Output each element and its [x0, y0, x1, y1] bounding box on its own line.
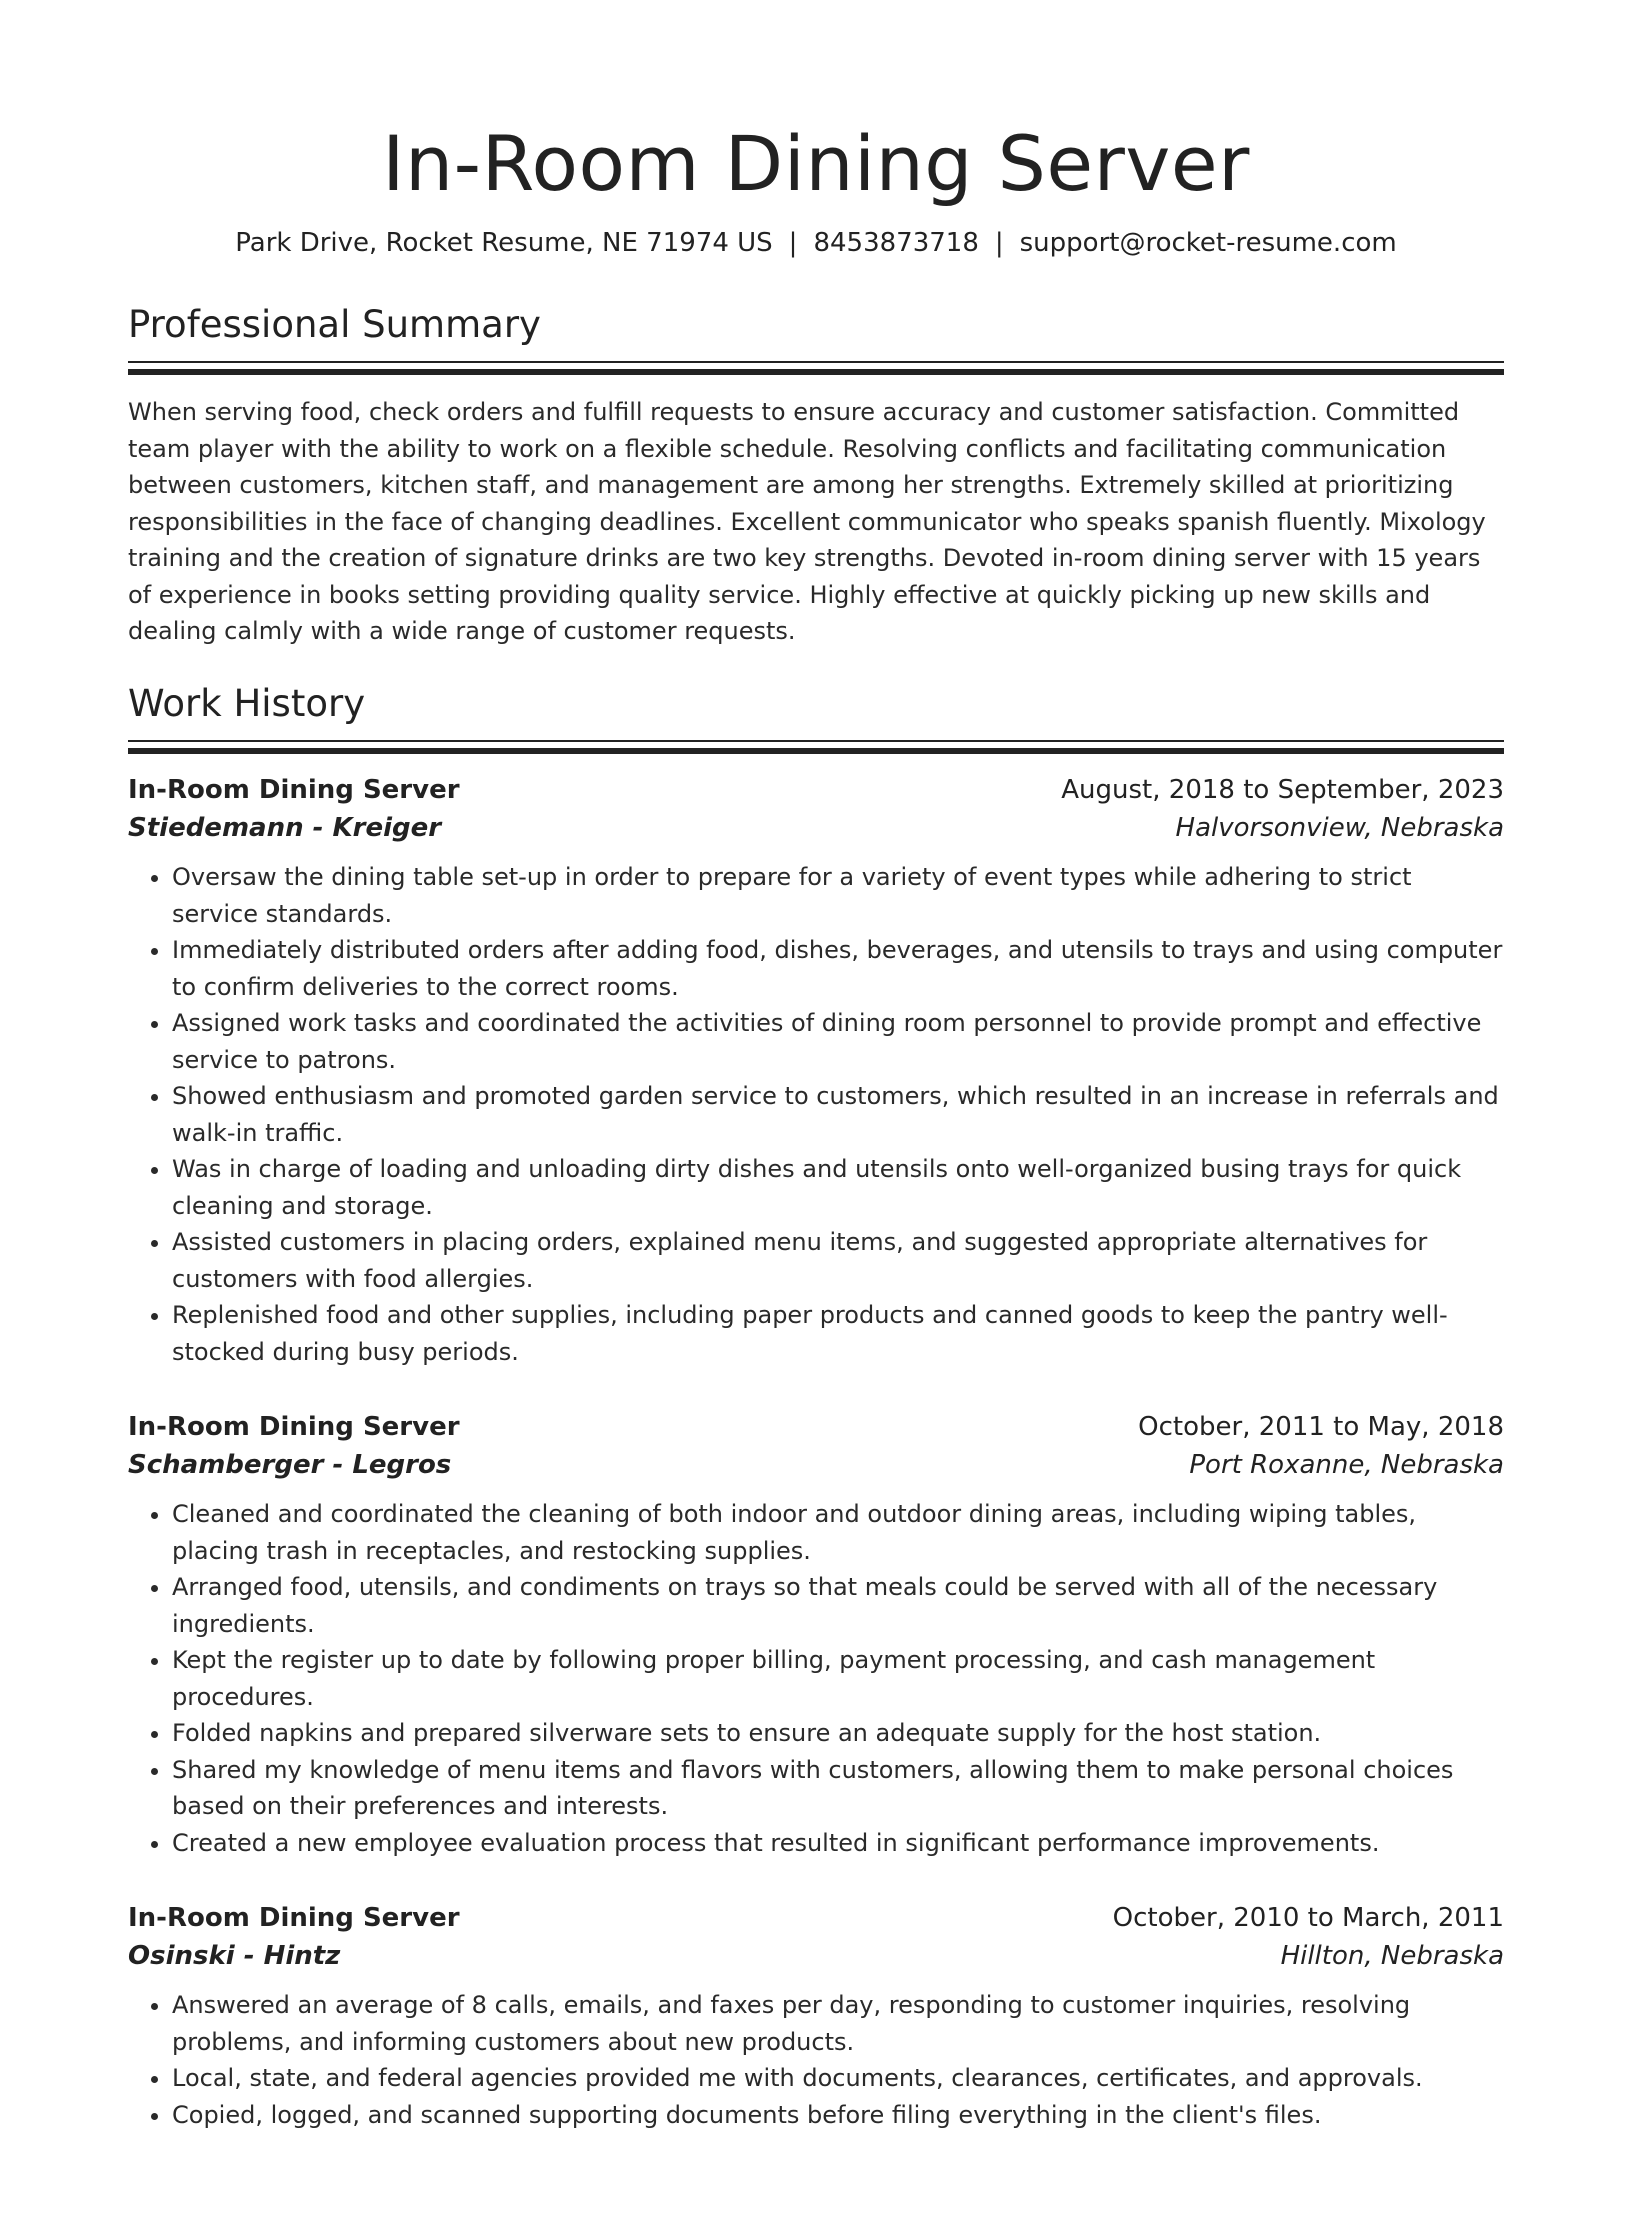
job-bullet: • Copied, logged, and scanned supporting documents before filing everything in the client's files. — [172, 2097, 1504, 2134]
job-title: In-Room Dining Server — [128, 1903, 460, 1934]
summary-text: When serving food, check orders and fulfill requests to ensure accuracy and customer satisfaction. Committed team player with the ability to work on a flexible schedule. Resolving conflicts and facilitating communication between customers, kitchen staff, and management are among her strengths. Extremely skilled at prioritizing responsibilities in the face of changing deadlines. Excellent communicator who speaks spanish fluently. Mixology training and the creation of signature drinks are two key strengths. Devoted in-room dining server with 15 years of experience in books setting providing quality service. Highly effective at quickly picking up new skills and dealing calmly with a wide range of customer requests. — [128, 398, 1486, 646]
job-bullet-list — [128, 1987, 1504, 2133]
job-bullet: • Cleaned and coordinated the cleaning of both indoor and outdoor dining areas, including wiping tables, placing trash in receptacles, and restocking supplies. — [172, 1496, 1504, 1569]
job-dates: October, 2011 to May, 2018 — [1138, 1412, 1504, 1443]
section-divider — [128, 740, 1504, 747]
job-bullet: • Folded napkins and prepared silverware sets to ensure an adequate supply for the host station. — [172, 1715, 1504, 1752]
job-bullet: • Local, state, and federal agencies provided me with documents, clearances, certificates, and approvals. — [172, 2060, 1504, 2097]
job-entry — [128, 1408, 1504, 1861]
job-header-row — [128, 1408, 1504, 1446]
job-location: Hillton, Nebraska — [1280, 1941, 1504, 1972]
contact-address: Park Drive, Rocket Resume, NE 71974 US — [235, 228, 773, 259]
job-company-row — [128, 1937, 1504, 1975]
job-bullet: • Created a new employee evaluation process that resulted in significant performance improvements. — [172, 1825, 1504, 1862]
section-divider — [128, 361, 1504, 368]
contact-line — [128, 227, 1504, 261]
contact-separator: | — [788, 228, 798, 259]
job-company-row — [128, 809, 1504, 847]
work-history-section — [128, 682, 1504, 2133]
job-bullet: • Oversaw the dining table set-up in order to prepare for a variety of event types while adhering to strict service standards. — [172, 859, 1504, 932]
job-bullet: • Showed enthusiasm and promoted garden service to customers, which resulted in an increase in referrals and walk-in traffic. — [172, 1078, 1504, 1151]
section-heading: Work History — [128, 681, 366, 725]
contact-phone: 8453873718 — [813, 228, 979, 259]
job-company-row — [128, 1446, 1504, 1484]
job-location: Halvorsonview, Nebraska — [1175, 813, 1504, 844]
job-bullet: • Replenished food and other supplies, including paper products and canned goods to keep the pantry well-stocked during busy periods. — [172, 1297, 1504, 1370]
job-bullet-list — [128, 859, 1504, 1370]
job-header-row — [128, 1899, 1504, 1937]
job-bullet: • Was in charge of loading and unloading dirty dishes and utensils onto well-organized busing trays for quick cleaning and storage. — [172, 1151, 1504, 1224]
candidate-name: In-Room Dining Server — [382, 119, 1250, 208]
job-bullet: • Answered an average of 8 calls, emails, and faxes per day, responding to customer inquiries, resolving problems, and informing customers about new products. — [172, 1987, 1504, 2060]
job-entry — [128, 771, 1504, 1370]
job-bullet: • Shared my knowledge of menu items and flavors with customers, allowing them to make personal choices based on their preferences and interests. — [172, 1752, 1504, 1825]
professional-summary-section — [128, 303, 1504, 650]
job-location: Port Roxanne, Nebraska — [1189, 1450, 1504, 1481]
job-company: Schamberger - Legros — [128, 1450, 452, 1481]
job-dates: August, 2018 to September, 2023 — [1061, 775, 1504, 806]
section-heading: Professional Summary — [128, 302, 541, 346]
job-entry — [128, 1899, 1504, 2133]
resume-page — [0, 118, 1632, 2230]
job-title: In-Room Dining Server — [128, 775, 460, 806]
job-company: Stiedemann - Kreiger — [128, 813, 442, 844]
job-header-row — [128, 771, 1504, 809]
job-title: In-Room Dining Server — [128, 1412, 460, 1443]
job-bullet: • Assigned work tasks and coordinated the activities of dining room personnel to provide prompt and effective service to patrons. — [172, 1005, 1504, 1078]
job-bullet-list — [128, 1496, 1504, 1861]
job-dates: October, 2010 to March, 2011 — [1112, 1903, 1504, 1934]
job-bullet: • Assisted customers in placing orders, explained menu items, and suggested appropriate alternatives for customers with food allergies. — [172, 1224, 1504, 1297]
contact-email[interactable]: support@rocket-resume.com — [1019, 228, 1397, 259]
contact-separator: | — [994, 228, 1004, 259]
job-company: Osinski - Hintz — [128, 1941, 341, 1972]
job-bullet: • Immediately distributed orders after adding food, dishes, beverages, and utensils to trays and using computer to confirm deliveries to the correct rooms. — [172, 932, 1504, 1005]
job-bullet: • Kept the register up to date by following proper billing, payment processing, and cash management procedures. — [172, 1642, 1504, 1715]
job-bullet: • Arranged food, utensils, and condiments on trays so that meals could be served with all of the necessary ingredients. — [172, 1569, 1504, 1642]
